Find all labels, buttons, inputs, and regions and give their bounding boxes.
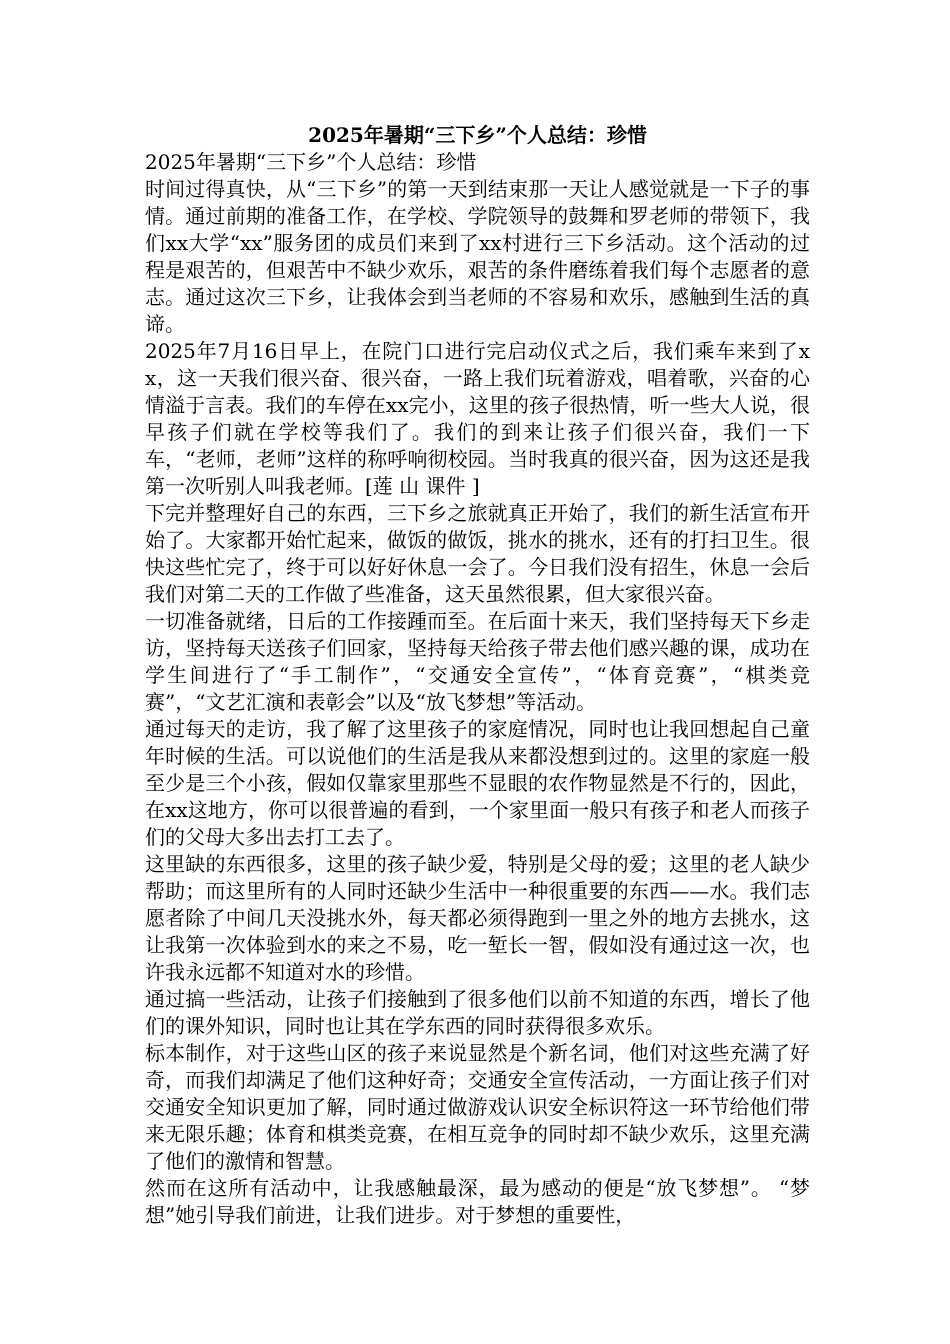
- document-title: 2025年暑期“三下乡”个人总结：珍惜: [308, 123, 647, 147]
- document-page: [145, 122, 810, 1229]
- paragraph-6: 这里缺的东西很多，这里的孩子缺少爱，特别是父母的爱；这里的老人缺少帮助；而这里所有的人同时还缺少生活中一种很重要的东西——水。我们志愿者除了中间几天没挑水外，每天都必须得跑到一里之外的地方去挑水，这让我第一次体验到水的来之不易，吃一堑长一智，假如没有通过这一次，也许我永远都不知道对水的珍惜。: [145, 852, 810, 984]
- paragraph-8: 标本制作，对于这些山区的孩子来说显然是个新名词，他们对这些充满了好奇，而我们却满足了他们这种好奇；交通安全宣传活动，一方面让孩子们对交通安全知识更加了解，同时通过做游戏认识安全标识符这一环节给他们带来无限乐趣；体育和棋类竞赛，在相互竞争的同时却不缺少欢乐，这里充满了他们的激情和智慧。: [145, 1041, 810, 1173]
- paragraph-1: 时间过得真快，从“三下乡”的第一天到结束那一天让人感觉就是一下子的事情。通过前期的准备工作，在学校、学院领导的鼓舞和罗老师的带领下，我们xx大学“xx”服务团的成员们来到了xx村进行三下乡活动。这个活动的过程是艰苦的，但艰苦中不缺少欢乐，艰苦的条件磨练着我们每个志愿者的意志。通过这次三下乡，让我体会到当老师的不容易和欢乐，感触到生活的真谛。: [145, 177, 810, 336]
- paragraph-2: 2025年7月16日早上，在院门口进行完启动仪式之后，我们乘车来到了xx，这一天我们很兴奋、很兴奋，一路上我们玩着游戏，唱着歌，兴奋的心情溢于言表。我们的车停在xx完小，这里的孩子很热情，听一些大人说，很早孩子们就在学校等我们了。我们的到来让孩子们很兴奋，我们一下车，“老师，老师”这样的称呼响彻校园。当时我真的很兴奋，因为这还是我第一次听别人叫我老师。[莲 山 课件 ]: [145, 339, 810, 498]
- paragraph-5: 通过每天的走访，我了解了这里孩子的家庭情况，同时也让我回想起自己童年时候的生活。可以说他们的生活是我从来都没想到过的。这里的家庭一般至少是三个小孩，假如仅靠家里那些不显眼的农作物显然是不行的，因此，在xx这地方，你可以很普遍的看到，一个家里面一般只有孩子和老人而孩子们的父母大多出去打工去了。: [145, 717, 810, 849]
- paragraph-subtitle: 2025年暑期“三下乡”个人总结：珍惜: [145, 150, 477, 174]
- paragraph-3: 下完并整理好自己的东西，三下乡之旅就真正开始了，我们的新生活宣布开始了。大家都开始忙起来，做饭的做饭，挑水的挑水，还有的打扫卫生。很快这些忙完了，终于可以好好休息一会了。今日我们没有招生，休息一会后我们对第二天的工作做了些准备，这天虽然很累，但大家很兴奋。: [145, 501, 810, 606]
- paragraph-9: 然而在这所有活动中，让我感触最深，最为感动的便是“放飞梦想”。 “梦想”她引导我们前进，让我们进步。对于梦想的重要性，: [145, 1176, 810, 1227]
- paragraph-7: 通过搞一些活动，让孩子们接触到了很多他们以前不知道的东西，增长了他们的课外知识，同时也让其在学东西的同时获得很多欢乐。: [145, 987, 810, 1038]
- paragraph-4: 一切准备就绪，日后的工作接踵而至。在后面十来天，我们坚持每天下乡走访，坚持每天送孩子们回家，坚持每天给孩子带去他们感兴趣的课，成功在学生间进行了“手工制作”，“交通安全宣传”，“体育竞赛”，“棋类竞赛”，“文艺汇演和表彰会”以及“放飞梦想”等活动。: [145, 609, 810, 714]
